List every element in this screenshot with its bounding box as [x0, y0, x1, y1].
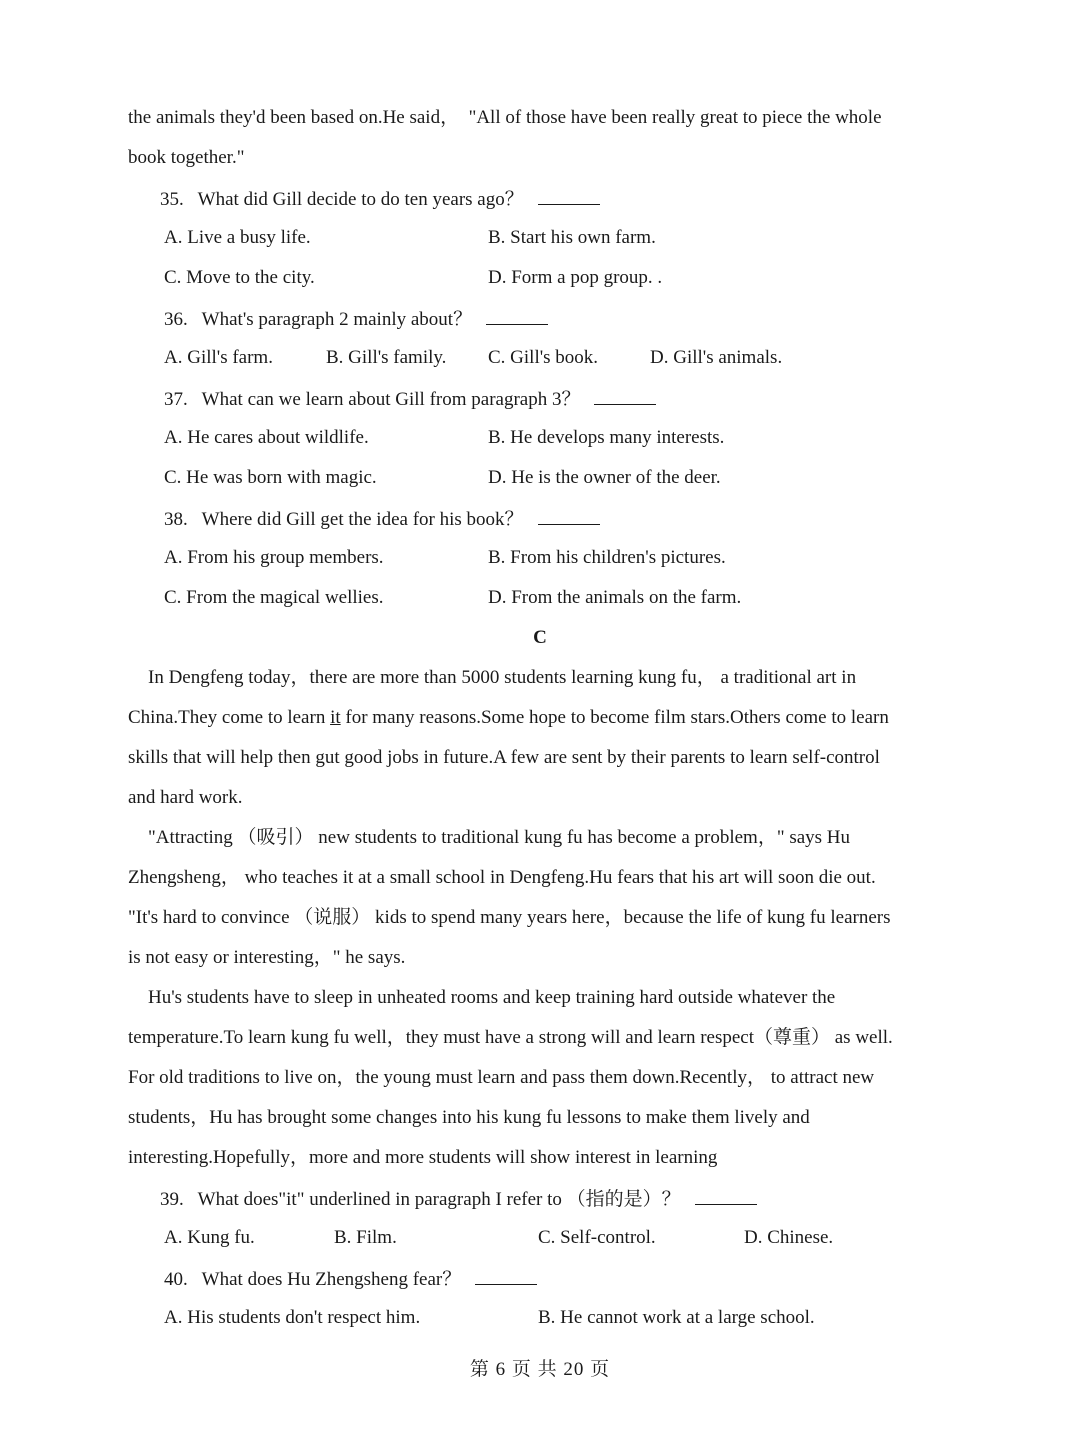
option-a: A. Gill's farm. — [164, 347, 273, 368]
option-a: A. Kung fu. — [164, 1227, 255, 1248]
question-text: What does"it" underlined in paragraph I refer to （指的是）？ — [197, 1189, 681, 1210]
option-c: C. Self-control. — [538, 1227, 656, 1248]
answer-blank[interactable] — [594, 386, 656, 405]
passage-line: the animals they'd been based on.He said， "All of those have been really great to piece the whole — [128, 107, 882, 128]
option-a: A. Live a busy life. — [164, 227, 311, 248]
question-37 — [164, 386, 656, 412]
question-number: 36. — [164, 309, 188, 330]
question-number: 40. — [164, 1269, 188, 1290]
passage-text: for many reasons.Some hope to become film stars.Others come to learn — [340, 707, 889, 728]
answer-blank[interactable] — [538, 506, 600, 525]
question-number: 38. — [164, 509, 188, 530]
option-d: D. Chinese. — [744, 1227, 834, 1248]
passage-line: "Attracting （吸引） new students to traditional kung fu has become a problem，" says Hu — [148, 827, 851, 848]
answer-blank[interactable] — [538, 186, 600, 205]
question-text: What can we learn about Gill from paragraph 3？ — [201, 389, 581, 410]
question-40 — [164, 1266, 537, 1292]
answer-blank[interactable] — [475, 1266, 537, 1285]
passage-line: is not easy or interesting，" he says. — [128, 947, 406, 968]
option-a: A. From his group members. — [164, 547, 384, 568]
passage-line — [128, 706, 889, 730]
question-35 — [160, 186, 600, 212]
option-c: C. Move to the city. — [164, 267, 315, 288]
passage-line: students，Hu has brought some changes into his kung fu lessons to make them lively and — [128, 1107, 810, 1128]
passage-line: and hard work. — [128, 787, 243, 808]
question-text: Where did Gill get the idea for his book？ — [201, 509, 524, 530]
question-38 — [164, 506, 600, 532]
option-b: B. He develops many interests. — [488, 427, 725, 448]
page-footer: 第 6 页 共 20 页 — [469, 1359, 611, 1380]
passage-line: skills that will help then gut good jobs in future.A few are sent by their parents to learn self-control — [128, 747, 880, 768]
question-39 — [160, 1186, 757, 1212]
passage-line: In Dengfeng today，there are more than 5000 students learning kung fu， a traditional art in — [148, 667, 857, 688]
question-text: What's paragraph 2 mainly about？ — [201, 309, 473, 330]
passage-line: temperature.To learn kung fu well，they must have a strong will and learn respect（尊重） as well. — [128, 1027, 893, 1048]
option-d: D. Gill's animals. — [650, 347, 783, 368]
option-c: C. He was born with magic. — [164, 467, 377, 488]
option-b: B. Start his own farm. — [488, 227, 656, 248]
passage-text: China.They come to learn — [128, 707, 331, 728]
passage-line: book together." — [128, 147, 245, 168]
option-b: B. From his children's pictures. — [488, 547, 726, 568]
passage-line: "It's hard to convince （说服） kids to spend many years here，because the life of kung fu learners — [128, 907, 891, 928]
option-d: D. He is the owner of the deer. — [488, 467, 721, 488]
passage-line: For old traditions to live on，the young must learn and pass them down.Recently， to attract new — [128, 1067, 875, 1088]
answer-blank[interactable] — [486, 306, 548, 325]
question-36 — [164, 306, 548, 332]
question-number: 39. — [160, 1189, 184, 1210]
option-c: C. From the magical wellies. — [164, 587, 384, 608]
underlined-word: it — [330, 707, 341, 728]
option-d: D. From the animals on the farm. — [488, 587, 742, 608]
passage-line: interesting.Hopefully，more and more students will show interest in learning — [128, 1147, 718, 1168]
question-text: What does Hu Zhengsheng fear？ — [201, 1269, 462, 1290]
passage-line: Hu's students have to sleep in unheated rooms and keep training hard outside whatever the — [148, 987, 836, 1008]
option-b: B. Gill's family. — [326, 347, 447, 368]
option-c: C. Gill's book. — [488, 347, 599, 368]
option-a: A. He cares about wildlife. — [164, 427, 369, 448]
section-heading: C — [533, 627, 547, 648]
question-number: 37. — [164, 389, 188, 410]
question-number: 35. — [160, 189, 184, 210]
answer-blank[interactable] — [695, 1186, 757, 1205]
question-text: What did Gill decide to do ten years ago？ — [197, 189, 524, 210]
option-b: B. Film. — [334, 1227, 397, 1248]
option-a: A. His students don't respect him. — [164, 1307, 421, 1328]
option-d: D. Form a pop group. . — [488, 267, 663, 288]
passage-line: Zhengsheng， who teaches it at a small school in Dengfeng.Hu fears that his art will soon die out. — [128, 867, 876, 888]
option-b: B. He cannot work at a large school. — [538, 1307, 815, 1328]
